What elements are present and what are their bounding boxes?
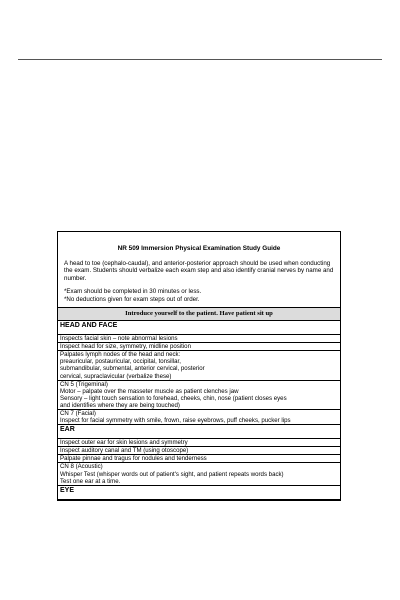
document-title: NR 509 Immersion Physical Examination Study Guide <box>117 245 281 252</box>
exam-step-row <box>58 381 340 410</box>
exam-step-row <box>58 463 340 485</box>
note-order: *No deductions given for exam steps out of order. <box>64 295 200 303</box>
exam-step-text: and identifies where they are being touched) <box>60 401 180 409</box>
exam-step-row <box>58 335 340 343</box>
note-time-limit: *Exam should be completed in 30 minutes or less. <box>64 288 202 296</box>
exam-sections <box>58 321 340 500</box>
exam-step-text: CN 7 (Facial) <box>60 409 96 417</box>
intro-paragraph: A head to toe (cephalo-caudal), and anterior-posterior approach should be used when conducting the exam. Students should verbalize each exam step and also identify cranial nerves by name and number. <box>64 260 334 282</box>
document-header <box>58 232 340 308</box>
section-heading: EYE <box>58 486 340 500</box>
exam-step-text: Sensory – light touch sensation to forehead, cheeks, chin, nose (patient closes eyes <box>60 394 287 402</box>
exam-step-text: Whisper Test (whisper words out of patient's sight, and patient repeats words back) <box>60 470 284 478</box>
exam-step-text: Inspect head for size, symmetry, midline position <box>60 343 191 351</box>
exam-step-text: Palpates lymph nodes of the head and neck: <box>60 351 181 359</box>
section-heading: HEAD AND FACE <box>58 321 340 335</box>
intro-instruction-row: Introduce yourself to the patient. Have patient sit up <box>58 308 340 321</box>
exam-step-row <box>58 447 340 455</box>
exam-step-text: Inspects facial skin – note abnormal lesions <box>60 335 178 343</box>
exam-step-row <box>58 343 340 351</box>
exam-step-row <box>58 455 340 463</box>
exam-step-text: CN 8 (Acoustic) <box>60 463 103 471</box>
exam-step-text: Inspect auditory canal and TM (using otoscope) <box>60 447 189 455</box>
study-guide-document <box>57 231 341 501</box>
exam-step-row <box>58 351 340 380</box>
exam-step-text: Palpate pinnae and tragus for nodules and tenderness <box>60 455 207 463</box>
exam-step-row <box>58 439 340 447</box>
section-heading: EAR <box>58 425 340 439</box>
exam-step-text: Inspect for facial symmetry with smile, frown, raise eyebrows, puff cheeks, pucker lips <box>60 417 291 425</box>
exam-step-text: Motor – palpate over the masseter muscle as patient clenches jaw <box>60 387 239 395</box>
exam-step-text: Inspect outer ear for skin lesions and symmetry <box>60 439 188 447</box>
header-rule <box>18 59 382 60</box>
exam-step-text: Test one ear at a time. <box>60 477 121 485</box>
exam-step-text: CN 5 (Trigeminal) <box>60 380 108 388</box>
exam-step-text: submandibular, submental, anterior cervical, posterior <box>60 365 205 373</box>
exam-step-text: cervical, supraclavicular (verbalize these) <box>60 372 172 380</box>
exam-step-text: preauricular, postauricular, occipital, tonsillar, <box>60 358 181 366</box>
exam-step-row <box>58 410 340 425</box>
